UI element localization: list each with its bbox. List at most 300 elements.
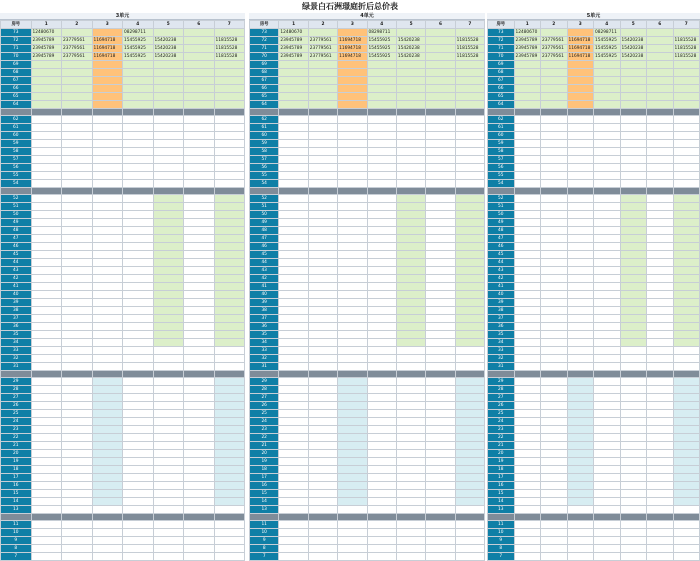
price-cell xyxy=(62,498,93,506)
price-cell xyxy=(184,529,215,537)
price-cell xyxy=(647,37,674,45)
price-cell xyxy=(620,235,647,243)
price-cell xyxy=(620,363,647,371)
price-cell xyxy=(123,474,154,482)
table-row xyxy=(1,188,245,195)
price-cell xyxy=(620,283,647,291)
price-cell xyxy=(647,243,674,251)
table-row xyxy=(1,394,245,402)
col-header-4: 4 xyxy=(594,21,621,29)
table-row xyxy=(488,410,700,418)
price-cell xyxy=(647,299,674,307)
price-cell xyxy=(594,164,621,172)
floor-cell: 27 xyxy=(488,394,515,402)
price-cell xyxy=(541,164,568,172)
price-cell xyxy=(308,315,337,323)
price-cell xyxy=(31,418,62,426)
price-cell xyxy=(541,116,568,124)
price-cell xyxy=(647,458,674,466)
price-cell xyxy=(594,243,621,251)
price-cell xyxy=(214,101,245,109)
table-row xyxy=(488,235,700,243)
price-cell xyxy=(153,426,184,434)
price-cell xyxy=(279,482,308,490)
floor-cell: 55 xyxy=(488,172,515,180)
price-cell xyxy=(455,219,484,227)
price-cell: 23779561 xyxy=(308,37,337,45)
price-cell xyxy=(541,498,568,506)
price-cell xyxy=(31,347,62,355)
price-cell xyxy=(673,402,700,410)
price-cell xyxy=(31,140,62,148)
price-cell xyxy=(184,394,215,402)
price-cell xyxy=(514,211,541,219)
price-cell xyxy=(567,545,594,553)
price-cell xyxy=(62,211,93,219)
table-row xyxy=(488,267,700,275)
price-cell xyxy=(184,482,215,490)
price-cell xyxy=(62,466,93,474)
price-cell xyxy=(153,490,184,498)
table-row xyxy=(488,378,700,386)
price-cell xyxy=(338,355,367,363)
price-cell xyxy=(214,545,245,553)
floor-cell: 21 xyxy=(1,442,32,450)
price-cell xyxy=(92,434,123,442)
price-cell xyxy=(153,156,184,164)
table-row xyxy=(1,69,245,77)
price-cell xyxy=(567,211,594,219)
floor-cell: 31 xyxy=(1,363,32,371)
table-row xyxy=(488,537,700,545)
col-header-room: 房号 xyxy=(250,21,279,29)
price-cell xyxy=(541,275,568,283)
price-cell xyxy=(514,482,541,490)
price-cell xyxy=(567,394,594,402)
price-cell xyxy=(514,490,541,498)
price-cell xyxy=(455,529,484,537)
table-row xyxy=(488,77,700,85)
table-row xyxy=(1,386,245,394)
price-cell xyxy=(92,458,123,466)
separator-cell xyxy=(214,371,245,378)
price-cell xyxy=(153,506,184,514)
price-cell xyxy=(396,307,425,315)
price-cell xyxy=(367,545,396,553)
price-cell xyxy=(62,363,93,371)
price-cell xyxy=(279,195,308,203)
price-cell xyxy=(214,307,245,315)
price-cell xyxy=(62,323,93,331)
price-cell xyxy=(426,172,455,180)
price-cell xyxy=(620,426,647,434)
price-cell xyxy=(184,521,215,529)
floor-cell: 43 xyxy=(1,267,32,275)
floor-cell: 49 xyxy=(1,219,32,227)
price-cell xyxy=(541,315,568,323)
price-cell xyxy=(396,394,425,402)
price-cell xyxy=(620,529,647,537)
table-row xyxy=(1,77,245,85)
price-cell xyxy=(367,69,396,77)
price-cell xyxy=(214,299,245,307)
table-row xyxy=(488,140,700,148)
floor-cell: 38 xyxy=(488,307,515,315)
price-table xyxy=(0,20,245,561)
table-row xyxy=(250,203,485,211)
price-cell xyxy=(62,331,93,339)
separator-cell xyxy=(455,109,484,116)
price-cell xyxy=(92,156,123,164)
price-cell xyxy=(541,339,568,347)
price-cell xyxy=(396,77,425,85)
price-cell xyxy=(367,227,396,235)
price-cell xyxy=(567,466,594,474)
price-cell xyxy=(92,124,123,132)
price-cell xyxy=(396,93,425,101)
price-cell xyxy=(338,498,367,506)
price-cell xyxy=(620,402,647,410)
price-cell xyxy=(647,148,674,156)
price-cell xyxy=(620,323,647,331)
price-cell xyxy=(594,521,621,529)
price-cell xyxy=(647,386,674,394)
price-cell xyxy=(594,299,621,307)
col-header-2: 2 xyxy=(541,21,568,29)
price-cell xyxy=(308,402,337,410)
price-cell xyxy=(594,69,621,77)
price-cell xyxy=(396,410,425,418)
table-row xyxy=(1,227,245,235)
price-cell: 12480670 xyxy=(279,29,308,37)
price-cell xyxy=(396,172,425,180)
price-cell xyxy=(594,506,621,514)
price-cell xyxy=(514,537,541,545)
price-cell xyxy=(396,211,425,219)
price-cell xyxy=(594,378,621,386)
price-cell xyxy=(455,93,484,101)
separator-cell xyxy=(426,188,455,195)
floor-cell: 72 xyxy=(1,37,32,45)
table-row xyxy=(1,402,245,410)
price-cell xyxy=(673,124,700,132)
separator-cell xyxy=(541,514,568,521)
table-row xyxy=(250,188,485,195)
price-cell xyxy=(367,132,396,140)
price-cell xyxy=(308,363,337,371)
floor-cell: 61 xyxy=(250,124,279,132)
table-row xyxy=(250,140,485,148)
price-cell xyxy=(31,116,62,124)
price-cell xyxy=(455,347,484,355)
price-cell xyxy=(426,450,455,458)
floor-cell: 32 xyxy=(250,355,279,363)
price-cell xyxy=(426,275,455,283)
price-cell: 15420238 xyxy=(620,53,647,61)
price-cell xyxy=(62,474,93,482)
floor-cell: 73 xyxy=(488,29,515,37)
table-row xyxy=(488,514,700,521)
price-cell xyxy=(214,211,245,219)
table-row xyxy=(250,498,485,506)
price-cell xyxy=(620,315,647,323)
floor-cell: 73 xyxy=(1,29,32,37)
separator-cell xyxy=(62,371,93,378)
price-cell xyxy=(541,458,568,466)
floor-cell: 15 xyxy=(250,490,279,498)
price-cell xyxy=(308,506,337,514)
price-cell xyxy=(541,466,568,474)
price-cell xyxy=(338,132,367,140)
floor-cell: 24 xyxy=(1,418,32,426)
price-cell xyxy=(31,426,62,434)
price-cell: 15420238 xyxy=(396,45,425,53)
price-cell xyxy=(153,434,184,442)
floor-cell: 20 xyxy=(250,450,279,458)
price-cell xyxy=(279,61,308,69)
price-cell xyxy=(647,101,674,109)
table-row xyxy=(488,101,700,109)
price-cell xyxy=(123,386,154,394)
floor-cell: 57 xyxy=(1,156,32,164)
price-cell xyxy=(567,482,594,490)
price-cell xyxy=(31,482,62,490)
price-cell xyxy=(308,243,337,251)
price-cell xyxy=(455,275,484,283)
price-cell xyxy=(567,29,594,37)
price-cell xyxy=(567,164,594,172)
price-cell xyxy=(31,331,62,339)
price-cell xyxy=(647,434,674,442)
price-cell xyxy=(673,243,700,251)
price-cell xyxy=(367,203,396,211)
price-cell xyxy=(620,498,647,506)
floor-cell: 13 xyxy=(488,506,515,514)
price-cell xyxy=(647,474,674,482)
price-cell xyxy=(620,291,647,299)
price-cell xyxy=(279,418,308,426)
price-cell xyxy=(308,299,337,307)
floor-cell: 41 xyxy=(1,283,32,291)
price-cell xyxy=(647,29,674,37)
table-row xyxy=(250,243,485,251)
price-cell xyxy=(594,418,621,426)
price-cell xyxy=(396,132,425,140)
price-cell xyxy=(338,442,367,450)
price-cell xyxy=(455,227,484,235)
price-cell xyxy=(620,29,647,37)
table-row xyxy=(1,410,245,418)
price-cell xyxy=(426,148,455,156)
floor-cell: 35 xyxy=(488,331,515,339)
price-cell xyxy=(367,61,396,69)
price-cell xyxy=(31,323,62,331)
price-cell xyxy=(426,363,455,371)
floor-cell: 45 xyxy=(1,251,32,259)
price-cell xyxy=(426,537,455,545)
price-cell xyxy=(308,172,337,180)
price-cell xyxy=(153,140,184,148)
price-cell xyxy=(620,553,647,561)
separator-cell xyxy=(488,109,515,116)
price-cell xyxy=(426,339,455,347)
price-cell xyxy=(673,132,700,140)
price-cell xyxy=(594,203,621,211)
price-cell xyxy=(308,410,337,418)
price-table xyxy=(249,20,485,561)
price-cell xyxy=(647,140,674,148)
price-cell xyxy=(153,211,184,219)
price-cell xyxy=(153,378,184,386)
price-cell xyxy=(214,402,245,410)
price-cell xyxy=(279,227,308,235)
price-cell xyxy=(426,378,455,386)
price-cell xyxy=(620,434,647,442)
floor-cell: 17 xyxy=(250,474,279,482)
table-row xyxy=(250,434,485,442)
price-cell xyxy=(567,85,594,93)
table-row xyxy=(1,442,245,450)
price-cell xyxy=(594,442,621,450)
price-cell xyxy=(184,426,215,434)
floor-cell: 22 xyxy=(250,434,279,442)
price-cell xyxy=(620,124,647,132)
price-cell xyxy=(184,339,215,347)
price-cell xyxy=(367,418,396,426)
price-cell xyxy=(426,521,455,529)
price-cell xyxy=(367,490,396,498)
price-cell xyxy=(426,386,455,394)
price-cell xyxy=(214,506,245,514)
price-cell xyxy=(455,315,484,323)
price-cell xyxy=(31,553,62,561)
price-cell xyxy=(647,156,674,164)
price-cell xyxy=(567,490,594,498)
price-cell xyxy=(367,378,396,386)
price-cell xyxy=(279,553,308,561)
price-cell xyxy=(367,529,396,537)
price-cell xyxy=(184,378,215,386)
floor-cell: 18 xyxy=(250,466,279,474)
price-cell xyxy=(123,140,154,148)
price-cell xyxy=(567,410,594,418)
price-cell xyxy=(123,219,154,227)
price-cell xyxy=(92,386,123,394)
table-row xyxy=(250,69,485,77)
floor-cell: 26 xyxy=(488,402,515,410)
price-cell xyxy=(620,267,647,275)
price-cell xyxy=(62,101,93,109)
price-cell xyxy=(92,490,123,498)
price-cell xyxy=(567,553,594,561)
price-cell xyxy=(514,474,541,482)
price-cell xyxy=(62,410,93,418)
price-cell xyxy=(214,434,245,442)
price-cell xyxy=(647,363,674,371)
price-cell xyxy=(673,164,700,172)
table-row xyxy=(488,45,700,53)
price-cell xyxy=(31,458,62,466)
table-row xyxy=(488,371,700,378)
col-header-2: 2 xyxy=(308,21,337,29)
price-cell xyxy=(338,394,367,402)
price-cell xyxy=(541,363,568,371)
separator-cell xyxy=(647,371,674,378)
price-cell xyxy=(455,299,484,307)
price-cell xyxy=(123,267,154,275)
price-cell xyxy=(367,426,396,434)
price-cell xyxy=(184,474,215,482)
floor-cell: 60 xyxy=(488,132,515,140)
price-cell: 23779561 xyxy=(62,45,93,53)
separator-cell xyxy=(214,514,245,521)
price-cell xyxy=(92,545,123,553)
price-cell xyxy=(92,307,123,315)
price-cell xyxy=(455,243,484,251)
price-cell xyxy=(62,243,93,251)
table-row xyxy=(250,458,485,466)
price-cell xyxy=(367,466,396,474)
separator-cell xyxy=(541,109,568,116)
price-cell xyxy=(367,243,396,251)
floor-cell: 67 xyxy=(488,77,515,85)
price-cell xyxy=(620,482,647,490)
price-cell xyxy=(514,148,541,156)
separator-cell xyxy=(620,371,647,378)
price-cell xyxy=(594,466,621,474)
price-cell xyxy=(396,553,425,561)
price-cell xyxy=(673,203,700,211)
price-cell xyxy=(567,402,594,410)
separator-cell xyxy=(338,109,367,116)
price-cell xyxy=(31,156,62,164)
price-cell xyxy=(396,85,425,93)
price-cell xyxy=(308,434,337,442)
table-row xyxy=(488,37,700,45)
price-cell xyxy=(594,410,621,418)
price-cell xyxy=(367,363,396,371)
price-cell xyxy=(153,386,184,394)
price-cell xyxy=(338,545,367,553)
price-cell xyxy=(514,378,541,386)
price-cell xyxy=(153,148,184,156)
separator-cell xyxy=(647,109,674,116)
price-cell xyxy=(214,85,245,93)
price-cell xyxy=(620,259,647,267)
price-cell xyxy=(673,172,700,180)
price-cell xyxy=(455,291,484,299)
floor-cell: 55 xyxy=(250,172,279,180)
price-cell xyxy=(396,355,425,363)
separator-cell xyxy=(184,514,215,521)
price-cell xyxy=(367,219,396,227)
col-header-1: 1 xyxy=(31,21,62,29)
price-cell xyxy=(308,219,337,227)
floor-cell: 39 xyxy=(1,299,32,307)
price-cell xyxy=(367,394,396,402)
col-header-1: 1 xyxy=(514,21,541,29)
price-cell xyxy=(367,195,396,203)
price-cell xyxy=(396,482,425,490)
price-cell xyxy=(279,101,308,109)
table-row xyxy=(250,347,485,355)
price-cell xyxy=(455,156,484,164)
price-cell xyxy=(396,164,425,172)
price-cell xyxy=(541,323,568,331)
table-row xyxy=(488,93,700,101)
price-cell xyxy=(123,148,154,156)
floor-cell: 39 xyxy=(250,299,279,307)
